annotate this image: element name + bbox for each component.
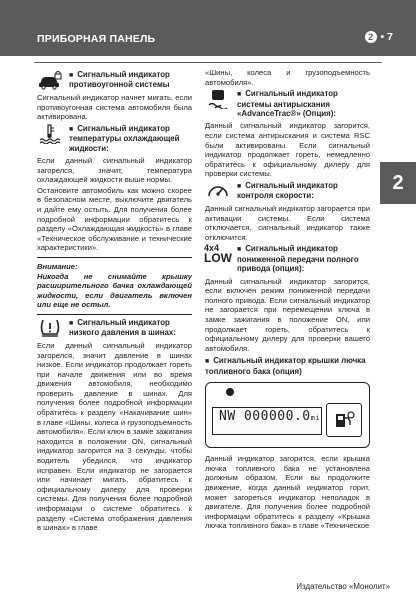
coolant-text-1: Если данный сигнальный индикатор загорелся, значит, температура охлаждающей жидкости выше нормы. [37, 156, 192, 185]
page-header [0, 0, 416, 56]
coolant-title: Сигнальный индикатор температуры охлаждающей жидкости: [69, 123, 180, 153]
section-title: ПРИБОРНАЯ ПАНЕЛЬ [37, 33, 156, 45]
advancetrac-text: Данный сигнальный индикатор загорится, если система антирыскания и система RSC были активированы. Если сигнальный индикатор продолжает гореть, немедленно обратитесь к официальному дилеру для проверки системы. [205, 121, 370, 179]
stability-control-icon [205, 89, 231, 109]
advancetrac-heading: ■ Сигнальный индикатор системы антирыскания «AdvanceTrac®» (Опция): [205, 89, 370, 118]
warning-rule-top [37, 257, 192, 258]
coolant-heading: ■ Сигнальный индикатор температуры охлаждающей жидкости: [37, 124, 192, 153]
immobilizer-icon [37, 70, 63, 90]
advancetrac-title: Сигнальный индикатор системы антирыскания «AdvanceTrac®» (Опция): [237, 89, 338, 118]
fourlow-text: Данный сигнальный индикатор загорится, если включен режим пониженной передачи полного привода. Если сигнальный индикатор не загорается при перемещении ключа в замке зажигания в положение ON, или продолжает гореть, обратитесь к официальному дилеру для проверки вашего автомобиля. [205, 276, 370, 353]
warning-rule-bottom [37, 314, 192, 315]
header-rule [34, 62, 382, 63]
right-column [205, 68, 370, 532]
immobilizer-title: Сигнальный индикатор противоугонной системы [69, 70, 170, 90]
speed-title: Сигнальный индикатор контроля скорости: [237, 180, 338, 201]
fuel-cap-icon [326, 403, 362, 437]
warning-title: Внимание: [37, 261, 78, 271]
instrument-display [205, 382, 370, 448]
speed-heading: ■ Сигнальный индикатор контроля скорости: [205, 181, 370, 201]
publisher-footer: Издательство «Монолит» [296, 582, 390, 591]
fuelcap-title: Сигнальный индикатор крышки лючка топливного бака (опция) [205, 356, 366, 376]
odometer-display [212, 407, 322, 435]
page-number-value: 7 [387, 31, 393, 43]
tire-text: Если данный сигнальный индикатор загорелся, значит давление в шинах низкое. Если индикатор продолжает гореть при начале движения или во время движения автомобиля, необходимо проверить давление в шинах. Для получения более подробной информации обратитесь к разделу «Накачивание шин» в главе «Шины, колеса и грузоподъемность автомобиля». Если ключ в замке зажигания находится в положении ON, сигнальный индикатор загорится на 3 секунды, чтобы водитель убедился, что индикатор исправен. Если индикатор не загорается или начинает мигать, обратитесь к официальному дилеру для проверки системы. Для получения более подробной информации о системе обратитесь к разделу «Система отображения давления в шинах» в главе [37, 340, 192, 533]
chapter-tab: 2 [380, 162, 416, 204]
fourlow-heading: 4x4 LOW ■ Сигнальный индикатор пониженной передачи полного привода (опция): [204, 243, 359, 274]
odometer-value: NW 000000.0 [219, 409, 311, 425]
continued-text: «Шины, колеса и грузоподъемность автомобиля». [205, 68, 370, 87]
tire-title: Сигнальный индикатор низкого давления в шинах: [69, 317, 176, 338]
coolant-text-2: Остановите автомобиль как можно скорее в безопасном месте, выключите двигатель и дайте ему остыть. Для получения более подробной информации обратитесь к разделу «Охлаждающая жидкость» в главе «Техническое обслуживание и технические характеристики». [37, 185, 192, 253]
left-column [37, 68, 192, 534]
four-by-four-label: 4x4 [204, 243, 220, 254]
immobilizer-heading: ■ Сигнальный индикатор противоугонной системы [37, 70, 192, 90]
fuelcap-text: Данный индикатор загорится, если крышка лючка топливного бака не установлена должным образом. Если вы продолжите движение, когда данный индикатор горит, может загореться индикатор неполадок в двигателе. Для получения более подробной информации обратитесь к разделу «Крышка лючка топливного бака» в главе «Техническое [205, 454, 370, 531]
chapter-circle: 2 [365, 31, 377, 43]
fourlow-title: Сигнальный индикатор пониженной передачи полного привода (опция): [237, 244, 359, 274]
tire-pressure-icon [37, 318, 63, 338]
low-label: LOW [204, 251, 232, 266]
four-by-four-low-icon [205, 244, 231, 264]
tire-heading: ■ Сигнальный индикатор низкого давления в шинах: [37, 318, 192, 338]
fuelcap-heading: ■ Сигнальный индикатор крышки лючка топливного бака (опция) [205, 356, 366, 376]
coolant-temperature-icon [37, 124, 63, 144]
immobilizer-text: Сигнальный индикатор начнет мигать, если противоугонная система автомобиля была активирована. [37, 93, 192, 122]
display-indicator-dot [226, 388, 234, 396]
page-number: 2 • 7 [365, 31, 393, 43]
speed-text: Данный сигнальный индикатор загорается при активации системы. Если система отключается, сигнальный индикатор также отключится. [205, 203, 370, 242]
speed-control-icon [205, 181, 231, 201]
warning-text: Никогда не снимайте крышку расширительного бачка охлаждающей жидкости, если двигатель включен или еще не остыл. [37, 271, 192, 310]
odometer-unit: mi [310, 414, 321, 423]
